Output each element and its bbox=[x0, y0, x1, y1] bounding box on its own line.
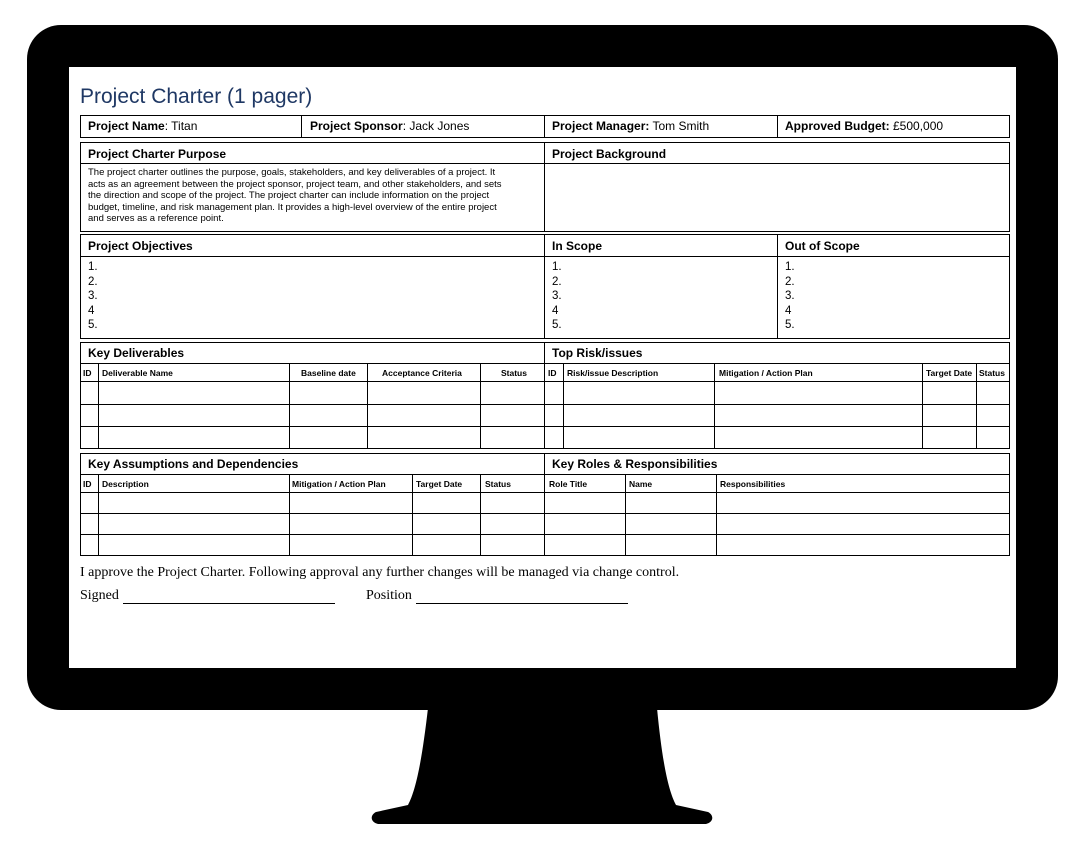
approval-statement: I approve the Project Charter. Following approval any further changes will be managed via change control. bbox=[80, 565, 680, 580]
purpose-text: The project charter outlines the purpose, goals, stakeholders, and key deliverables of a project. It acts as an agreement between the project sponsor, project team, and other stakeholders, and sets the direction and scope of the project. The project charter can include information on the project budget, timeline, and risk management plan. It provides a high-level overview of the entire project and serves as a reference point. bbox=[88, 167, 502, 225]
purpose-heading: Project Charter Purpose bbox=[88, 147, 227, 161]
signed-line[interactable] bbox=[123, 603, 335, 604]
out-scope-list: 1. 2. 3. 4 5. bbox=[785, 261, 795, 331]
risks-col-description: Risk/issue Description bbox=[567, 368, 659, 378]
project-name: Project Name: Titan bbox=[88, 119, 198, 133]
risks-col-id: ID bbox=[548, 368, 557, 378]
assumptions-col-status: Status bbox=[485, 479, 511, 489]
page-title: Project Charter (1 pager) bbox=[80, 85, 313, 108]
approved-budget: Approved Budget: £500,000 bbox=[785, 119, 944, 133]
project-sponsor: Project Sponsor: Jack Jones bbox=[310, 119, 470, 133]
deliverables-col-name: Deliverable Name bbox=[102, 368, 173, 378]
signed-label: Signed bbox=[80, 588, 119, 603]
out-scope-heading: Out of Scope bbox=[785, 239, 860, 253]
deliverables-heading: Key Deliverables bbox=[88, 346, 185, 360]
assumptions-col-mitigation: Mitigation / Action Plan bbox=[292, 479, 386, 489]
position-line[interactable] bbox=[416, 603, 628, 604]
objectives-list: 1. 2. 3. 4 5. bbox=[88, 261, 98, 331]
monitor-frame bbox=[27, 25, 1058, 710]
deliverables-risks-section bbox=[80, 342, 1010, 449]
in-scope-list: 1. 2. 3. 4 5. bbox=[552, 261, 562, 331]
background-heading: Project Background bbox=[552, 147, 667, 161]
objectives-scope-section bbox=[80, 234, 1010, 339]
roles-col-name: Name bbox=[629, 479, 653, 489]
roles-col-responsibilities: Responsibilities bbox=[720, 479, 786, 489]
risks-col-status: Status bbox=[979, 368, 1005, 378]
deliverables-col-acceptance: Acceptance Criteria bbox=[382, 368, 462, 378]
objectives-heading: Project Objectives bbox=[88, 239, 193, 253]
risks-heading: Top Risk/issues bbox=[552, 346, 643, 360]
deliverables-col-status: Status bbox=[501, 368, 527, 378]
roles-heading: Key Roles & Responsibilities bbox=[552, 457, 718, 471]
deliverables-col-baseline: Baseline date bbox=[301, 368, 356, 378]
assumptions-col-description: Description bbox=[102, 479, 149, 489]
screen bbox=[69, 67, 1016, 668]
in-scope-heading: In Scope bbox=[552, 239, 603, 253]
roles-col-role-title: Role Title bbox=[549, 479, 588, 489]
deliverables-col-id: ID bbox=[83, 368, 92, 378]
assumptions-heading: Key Assumptions and Dependencies bbox=[88, 457, 299, 471]
project-manager: Project Manager: Tom Smith bbox=[552, 119, 710, 133]
position-label: Position bbox=[366, 588, 412, 603]
risks-col-target-date: Target Date bbox=[926, 368, 973, 378]
assumptions-col-id: ID bbox=[83, 479, 92, 489]
assumptions-col-target-date: Target Date bbox=[416, 479, 463, 489]
risks-col-mitigation: Mitigation / Action Plan bbox=[719, 368, 813, 378]
